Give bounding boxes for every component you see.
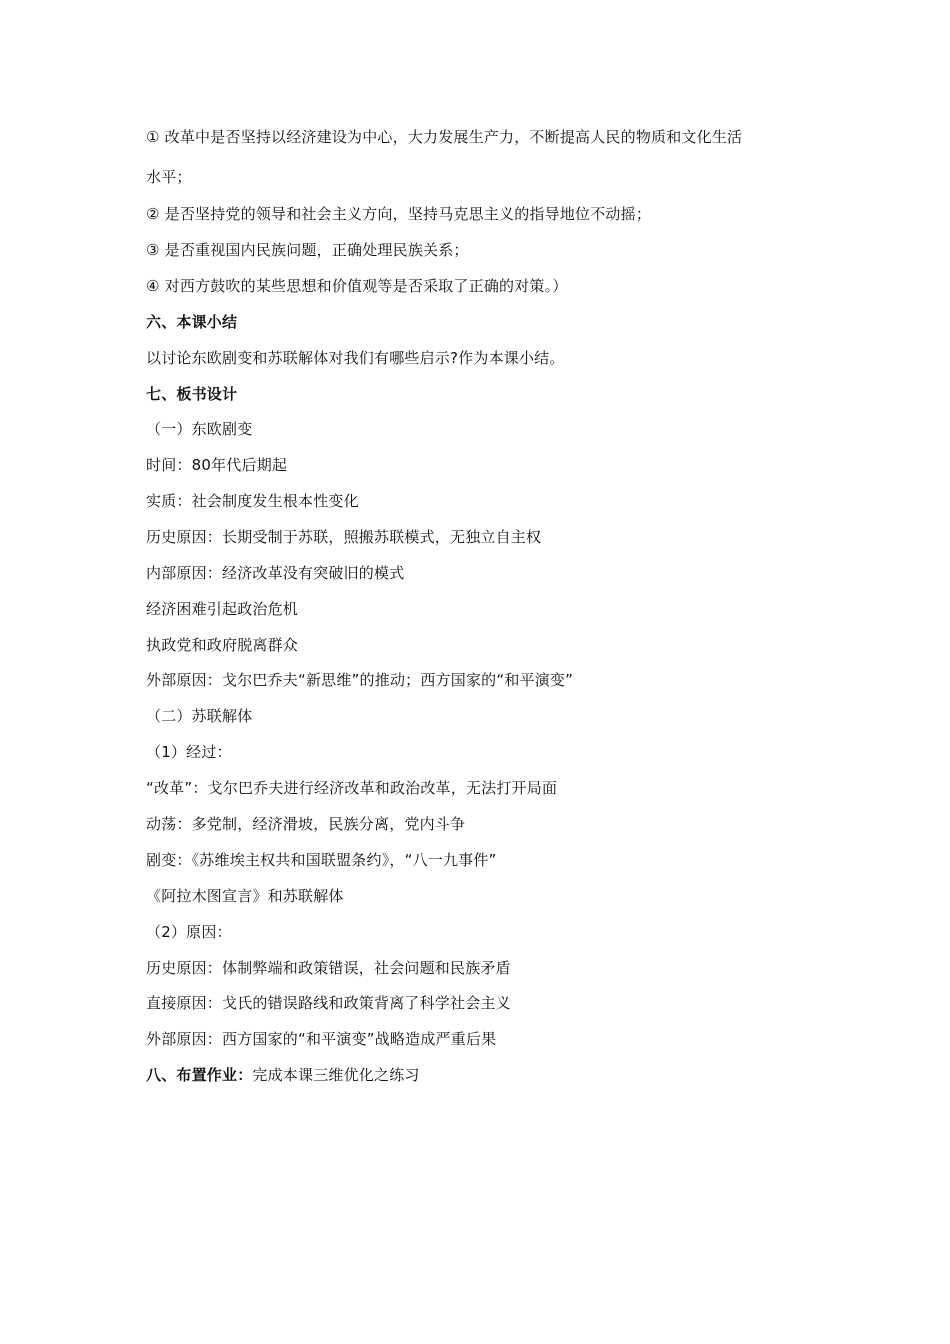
part-1-historical-cause: 历史原因：长期受制于苏联，照搬苏联模式，无独立自主权 [146, 528, 542, 546]
part-2-upheaval-2: 《阿拉木图宣言》和苏联解体 [146, 887, 344, 905]
part-1-title: （一）东欧剧变 [146, 420, 253, 438]
section-6-heading: 六、本课小结 [146, 313, 238, 331]
part-1-external-cause: 外部原因：戈尔巴乔夫“新思维”的推动；西方国家的“和平演变” [146, 671, 574, 689]
part-2-turmoil: 动荡：多党制，经济滑坡，民族分离，党内斗争 [146, 815, 466, 833]
part-2-title: （二）苏联解体 [146, 707, 253, 725]
part-2-reform: “改革”：戈尔巴乔夫进行经济改革和政治改革，无法打开局面 [146, 779, 558, 797]
part-2-external-cause: 外部原因：西方国家的“和平演变”战略造成严重后果 [146, 1030, 497, 1048]
part-1-internal-cause: 内部原因：经济改革没有突破旧的模式 [146, 564, 405, 582]
part-1-essence: 实质：社会制度发生根本性变化 [146, 492, 359, 510]
section-7-heading: 七、板书设计 [146, 385, 238, 403]
section-6-text: 以讨论东欧剧变和苏联解体对我们有哪些启示?作为本课小结。 [146, 349, 565, 367]
section-8-text: 完成本课三维优化之练习 [252, 1066, 420, 1084]
part-2-historical-cause: 历史原因：体制弊端和政策错误，社会问题和民族矛盾 [146, 959, 511, 977]
part-1-internal-cause-3: 执政党和政府脱离群众 [146, 636, 299, 654]
list-item-4: ④ 对西方鼓吹的某些思想和价值观等是否采取了正确的对策。） [146, 277, 568, 295]
part-2-process-title: （1）经过： [146, 743, 232, 761]
part-1-internal-cause-2: 经济困难引起政治危机 [146, 600, 299, 618]
list-item-1-line-2: 水平； [146, 168, 192, 186]
list-item-3: ③ 是否重视国内民族问题，正确处理民族关系； [146, 241, 469, 259]
part-1-time: 时间：80年代后期起 [146, 456, 288, 474]
section-8-heading: 八、布置作业： [146, 1066, 253, 1084]
part-2-upheaval: 剧变：《苏维埃主权共和国联盟条约》，“八一九事件” [146, 851, 497, 869]
list-item-2: ② 是否坚持党的领导和社会主义方向，坚持马克思主义的指导地位不动摇； [146, 205, 652, 223]
list-item-1-line-1: ① 改革中是否坚持以经济建设为中心，大力发展生产力，不断提高人民的物质和文化生活 [146, 128, 743, 146]
part-2-causes-title: （2）原因： [146, 923, 232, 941]
section-8-line [146, 1065, 420, 1085]
part-2-direct-cause: 直接原因：戈氏的错误路线和政策背离了科学社会主义 [146, 994, 511, 1012]
